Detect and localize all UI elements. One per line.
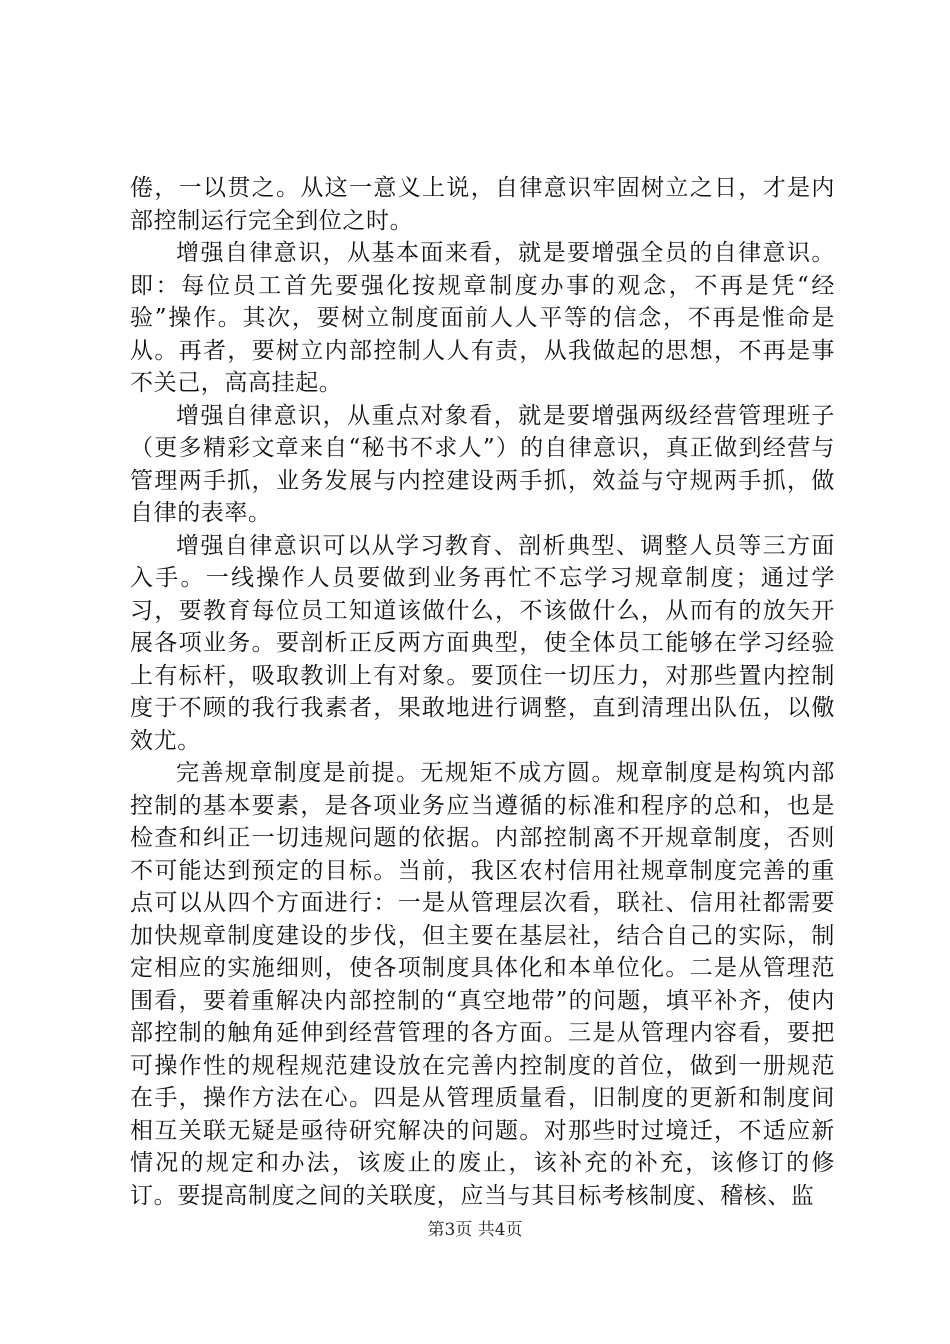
page-footer: 第3页 共4页 [427,1220,523,1240]
paragraph-rules-improvement: 完善规章制度是前提。无规矩不成方圆。规章制度是构筑内部控制的基本要素，是各项业务应当遵循的标准和程序的总和，也是检查和纠正一切违规问题的依据。内部控制离不开规章制度，否则不可能达到预定的目标。当前，我区农村信用社规章制度完善的重点可以从四个方面进行：一是从管理层次看，联社、信用社都需要加快规章制度建设的步伐，但主要在基层社，结合自己的实际，制定相应的实施细则，使各项制度具体化和本单位化。二是从管理范围看，要着重解决内部控制的“真空地带”的问题，填平补齐，使内部控制的触角延伸到经营管理的各方面。三是从管理内容看，要把可操作性的规程规范建设放在完善内控制度的首位，做到一册规范在手，操作方法在心。四是从管理质量看，旧制度的更新和制度间相互关联无疑是亟待研究解决的问题。对那些时过境迁，不适应新情况的规定和办法，该废止的废止，该补充的补充，该修订的修订。要提高制度之间的关联度，应当与其目标考核制度、稽核、监 [130,760,835,1209]
paragraph-continuation: 倦，一以贯之。从这一意义上说，自律意识牢固树立之日，才是内部控制运行完全到位之时。 [130,175,835,234]
paragraph-self-discipline-methods: 增强自律意识可以从学习教育、剖析典型、调整人员等三方面入手。一线操作人员要做到业务再忙不忘学习规章制度；通过学习，要教育每位员工知道该做什么，不该做什么，从而有的放矢开展各项业务。要剖析正反两方面典型，使全体员工能够在学习经验上有标杆，吸取教训上有对象。要顶住一切压力，对那些置内控制度于不顾的我行我素者，果敢地进行调整，直到清理出队伍，以儆效尤。 [130,532,835,754]
paragraph-self-discipline-basic: 增强自律意识，从基本面来看，就是要增强全员的自律意识。即：每位员工首先要强化按规章制度办事的观念，不再是凭“经验”操作。其次，要树立制度面前人人平等的信念，不再是惟命是从。再者，要树立内部控制人人有责，从我做起的思想，不再是事不关己，高高挂起。 [130,240,835,396]
paragraph-self-discipline-focus: 增强自律意识，从重点对象看，就是要增强两级经营管理班子（更多精彩文章来自“秘书不求人”）的自律意识，真正做到经营与管理两手抓，业务发展与内控建设两手抓，效益与守规两手抓，做自律的表率。 [130,402,835,526]
document-body [130,172,835,1212]
